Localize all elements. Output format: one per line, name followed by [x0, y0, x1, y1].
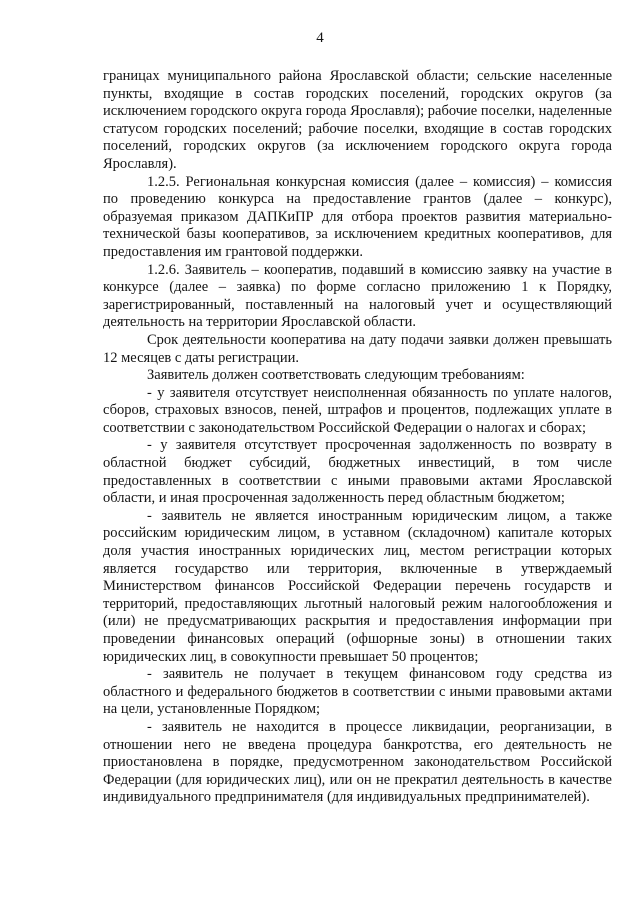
paragraph-activity-term: Срок деятельности кооператива на дату подачи заявки должен превышать 12 месяцев с даты регистрации.	[103, 331, 612, 366]
requirement-no-tax-debt: - у заявителя отсутствует неисполненная обязанность по уплате налогов, сборов, страховых взносов, пеней, штрафов и процентов, подлежащих уплате в соответствии с законодательством Российской Федерации о налогах и сборах;	[103, 384, 612, 436]
paragraph-settlements-continued: границах муниципального района Ярославской области; сельские населенные пункты, входящие в состав городских поселений, городских округов (за исключением городского округа города Ярославля); рабочие поселки, наделенные статусом городских поселений; рабочие поселки, входящие в состав городских поселений, городских округов (за исключением городского округа города Ярославля).	[103, 68, 612, 172]
page-number: 4	[316, 30, 324, 46]
paragraph-1-2-6-applicant: 1.2.6. Заявитель – кооператив, подавший в комиссию заявку на участие в конкурсе (далее – заявка) по форме согласно приложению 1 к Порядку, зарегистрированный, поставленный на налоговый учет и осуществляющий деятельность на территории Ярославской области.	[103, 261, 612, 331]
requirement-no-budget-debt: - у заявителя отсутствует просроченная задолженность по возврату в областной бюджет субсидий, бюджетных инвестиций, в том числе предоставленных в соответствии с иными правовыми актами Ярославской области, и иная просроченная задолженность перед областным бюджетом;	[103, 437, 612, 507]
document-body	[103, 68, 612, 807]
paragraph-requirements-intro: Заявитель должен соответствовать следующим требованиям:	[147, 367, 525, 384]
paragraph-1-2-5-commission: 1.2.5. Региональная конкурсная комиссия (далее – комиссия) – комиссия по проведению конкурса на предоставление грантов (далее – конкурс), образуемая приказом ДАПКиПР для отбора проектов развития материально-технической базы кооперативов, за исключением кредитных кооперативов, для предоставления им грантовой поддержки.	[103, 173, 612, 260]
requirement-not-liquidated: - заявитель не находится в процессе ликвидации, реорганизации, в отношении него не введена процедура банкротства, его деятельность не приостановлена в порядке, предусмотренном законодательством Российской Федерации (для юридических лиц), или он не прекратил деятельность в качестве индивидуального предпринимателя (для индивидуальных предпринимателей).	[103, 718, 612, 806]
requirement-no-other-funds: - заявитель не получает в текущем финансовом году средства из областного и федерального бюджетов в соответствии с иными правовыми актами на цели, установленные Порядком;	[103, 666, 612, 718]
requirement-not-foreign-entity: - заявитель не является иностранным юридическим лицом, а также российским юридическим лицом, в уставном (складочном) капитале которых доля участия иностранных юридических лиц, местом регистрации которых является государство или территория, включенные в утверждаемый Министерством финансов Российской Федерации перечень государств и территорий, предоставляющих льготный налоговый режим налогообложения и (или) не предусматривающих раскрытия и предоставления информации при проведении финансовых операций (офшорные зоны) в отношении таких юридических лиц, в совокупности превышает 50 процентов;	[103, 507, 612, 665]
